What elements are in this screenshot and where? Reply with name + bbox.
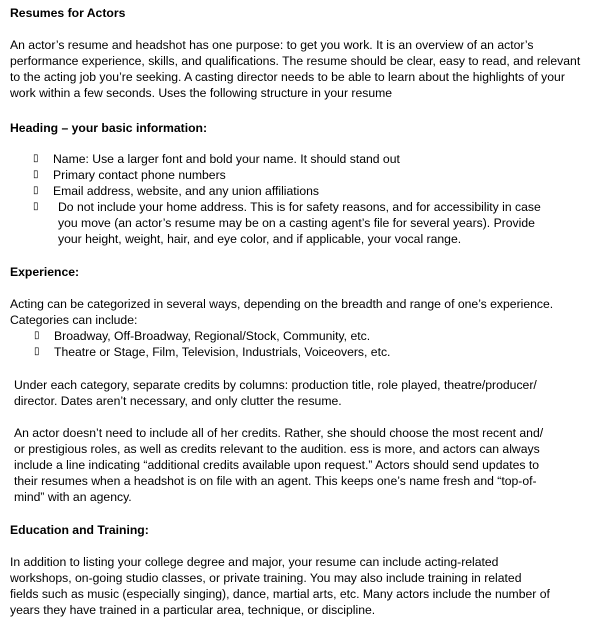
bullet-icon: ▯ (34, 330, 40, 341)
experience-paragraph-credits: An actor doesn’t need to include all of her credits. Rather, she should choose the most recent and/ or prestigious roles, as well as credits relevant to the audition. ess is more, and actors can always include a line indicating “additional credits available upon request.” Actors should send updates to their resumes when a headshot is on file with an agent. This keeps one’s name fresh and “top-of-mind” with an agency. (14, 426, 544, 504)
experience-intro: Acting can be categorized in several ways, depending on the breadth and range of one’s experience. Categories can include: (10, 297, 554, 327)
education-paragraph: In addition to listing your college degree and major, your resume can include acting-related workshops, on-going studio classes, or private training. You may also include training in related fields such as music (especially singing), dance, martial arts, etc. Many actors include the number of years they have trained in a particular area, technique, or discipline. (10, 555, 550, 617)
experience-section-title: Experience: (10, 265, 80, 279)
experience-paragraph-columns: Under each category, separate credits by columns: production title, role played, theatre/producer/ director. Dates aren’t necessary, and only clutter the resume. (14, 378, 537, 408)
intro-paragraph: An actor’s resume and headshot has one purpose: to get you work. It is an overview of an actor’s performance experience, skills, and qualifications. The resume should be clear, easy to read, and relevant to the acting job you’re seeking. A casting director needs to be able to learn about the highlights of your work within a few seconds. Uses the following structure in your resume (10, 38, 581, 100)
bullet-icon: ▯ (33, 169, 39, 180)
bullet-icon: ▯ (33, 153, 39, 164)
heading-bullet-list: ▯ Name: Use a larger font and bold your name. It should stand out ▯ Primary contact phone numbers ▯ Email address, website, and any union affiliations ▯ Do not include your home address. This is for safety reasons, and for accessibility in case you move (an actor’s resume may be on a casting agent’s file for several years). Provide your height, weight, hair, and eye color, and if applicable, your vocal range. (33, 152, 541, 246)
bullet-icon: ▯ (33, 201, 39, 212)
bullet-icon: ▯ (33, 185, 39, 196)
bullet-icon: ▯ (34, 346, 40, 357)
heading-section-title: Heading – your basic information: (10, 121, 208, 135)
document-title: Resumes for Actors (10, 6, 126, 20)
education-section-title: Education and Training: (10, 523, 149, 537)
experience-bullet-list: ▯ Broadway, Off-Broadway, Regional/Stock, Community, etc. ▯ Theatre or Stage, Film, Television, Industrials, Voiceovers, etc. (34, 329, 391, 359)
